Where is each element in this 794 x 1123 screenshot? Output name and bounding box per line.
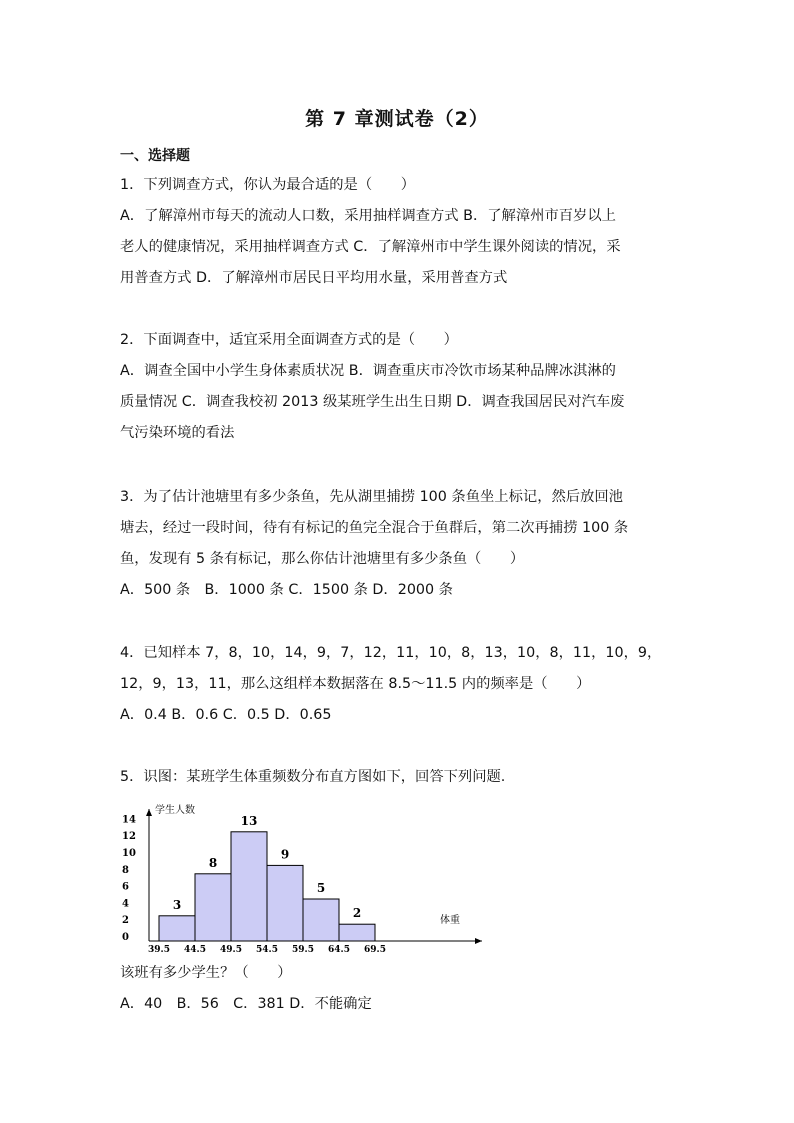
x-tick-label: 69.5 (364, 945, 386, 955)
question-3-line: 鱼，发现有 5 条有标记，那么你估计池塘里有多少条鱼（ ） (120, 551, 525, 567)
question-4-options: A．0.4 B．0.6 C．0.5 D．0.65 (120, 707, 332, 723)
question-5-sub-stem: 该班有多少学生？（ ） (120, 965, 292, 981)
y-tick-label: 14 (122, 814, 136, 826)
x-axis-arrow (475, 938, 482, 944)
x-tick-label: 49.5 (220, 945, 242, 955)
y-axis-label: 学生人数 (155, 805, 195, 816)
question-5 (120, 762, 676, 793)
y-tick-label: 6 (122, 881, 129, 893)
y-tick-label: 8 (122, 864, 129, 876)
x-tick-label: 64.5 (328, 945, 350, 955)
question-3-line: 塘去，经过一段时间，待有有标记的鱼完全混合于鱼群后，第二次再捕捞 100 条 (120, 520, 629, 536)
x-tick-label: 59.5 (292, 945, 314, 955)
bar-value-label: 9 (280, 847, 290, 862)
bar-value-label: 2 (352, 906, 362, 921)
question-2-line: 气污染环境的看法 (120, 425, 235, 441)
y-tick-label: 2 (122, 915, 129, 927)
question-3-options: A．500 条 B．1000 条 C．1500 条 D．2000 条 (120, 582, 453, 598)
question-5-sub (120, 958, 676, 1020)
histogram-bar (303, 899, 339, 941)
question-2 (120, 325, 676, 449)
histogram-bar (231, 832, 267, 941)
question-3 (120, 482, 676, 606)
page-title: 第 7 章测试卷（2） (305, 108, 489, 130)
question-5-stem: 5．识图：某班学生体重频数分布直方图如下，回答下列问题. (120, 769, 506, 785)
question-2-stem: 2．下面调查中，适宜采用全面调查方式的是（ ） (120, 332, 458, 348)
y-tick-label: 0 (122, 932, 129, 943)
weight-histogram (110, 795, 500, 960)
histogram-bar (339, 924, 375, 941)
question-2-line: A．调查全国中小学生身体素质状况 B．调查重庆市冷饮市场某种品牌冰淇淋的 (120, 363, 616, 379)
question-1 (120, 170, 676, 294)
question-1-line: A．了解漳州市每天的流动人口数，采用抽样调查方式 B．了解漳州市百岁以上 (120, 208, 616, 224)
x-tick-label: 44.5 (184, 945, 206, 955)
question-4-stem: 4．已知样本 7，8，10，14，9，7，12，11，10，8，13，10，8，11，10，9， (120, 645, 662, 661)
question-5-options: A．40 B．56 C．381 D．不能确定 (120, 996, 372, 1012)
question-1-line: 老人的健康情况，采用抽样调查方式 C．了解漳州市中学生课外阅读的情况，采 (120, 239, 621, 255)
bar-value-label: 8 (208, 855, 218, 870)
histogram-bar (195, 874, 231, 941)
histogram-bar (267, 865, 303, 941)
x-tick-label: 39.5 (148, 945, 170, 955)
question-1-line: 用普查方式 D．了解漳州市居民日平均用水量，采用普查方式 (120, 270, 508, 286)
histogram-bar (159, 916, 195, 941)
y-tick-label: 4 (122, 898, 129, 910)
y-tick-label: 12 (122, 831, 136, 843)
bar-value-label: 5 (316, 881, 326, 895)
y-tick-label: 10 (122, 848, 136, 859)
question-4 (120, 638, 676, 731)
section-heading: 一、选择题 (120, 148, 190, 164)
bar-value-label: 3 (172, 897, 182, 912)
question-1-stem: 1．下列调查方式，你认为最合适的是（ ） (120, 177, 416, 193)
y-axis-arrow (146, 809, 152, 816)
question-3-stem: 3．为了估计池塘里有多少条鱼，先从湖里捕捞 100 条鱼坐上标记，然后放回池 (120, 489, 623, 505)
question-4-line: 12，9，13，11，那么这组样本数据落在 8.5～11.5 内的频率是（ ） (120, 676, 591, 692)
x-tick-label: 54.5 (256, 945, 278, 955)
x-axis-label: 体重 (440, 915, 460, 926)
question-2-line: 质量情况 C．调查我校初 2013 级某班学生出生日期 D．调查我国居民对汽车废 (120, 394, 625, 410)
bar-value-label: 13 (240, 813, 258, 828)
